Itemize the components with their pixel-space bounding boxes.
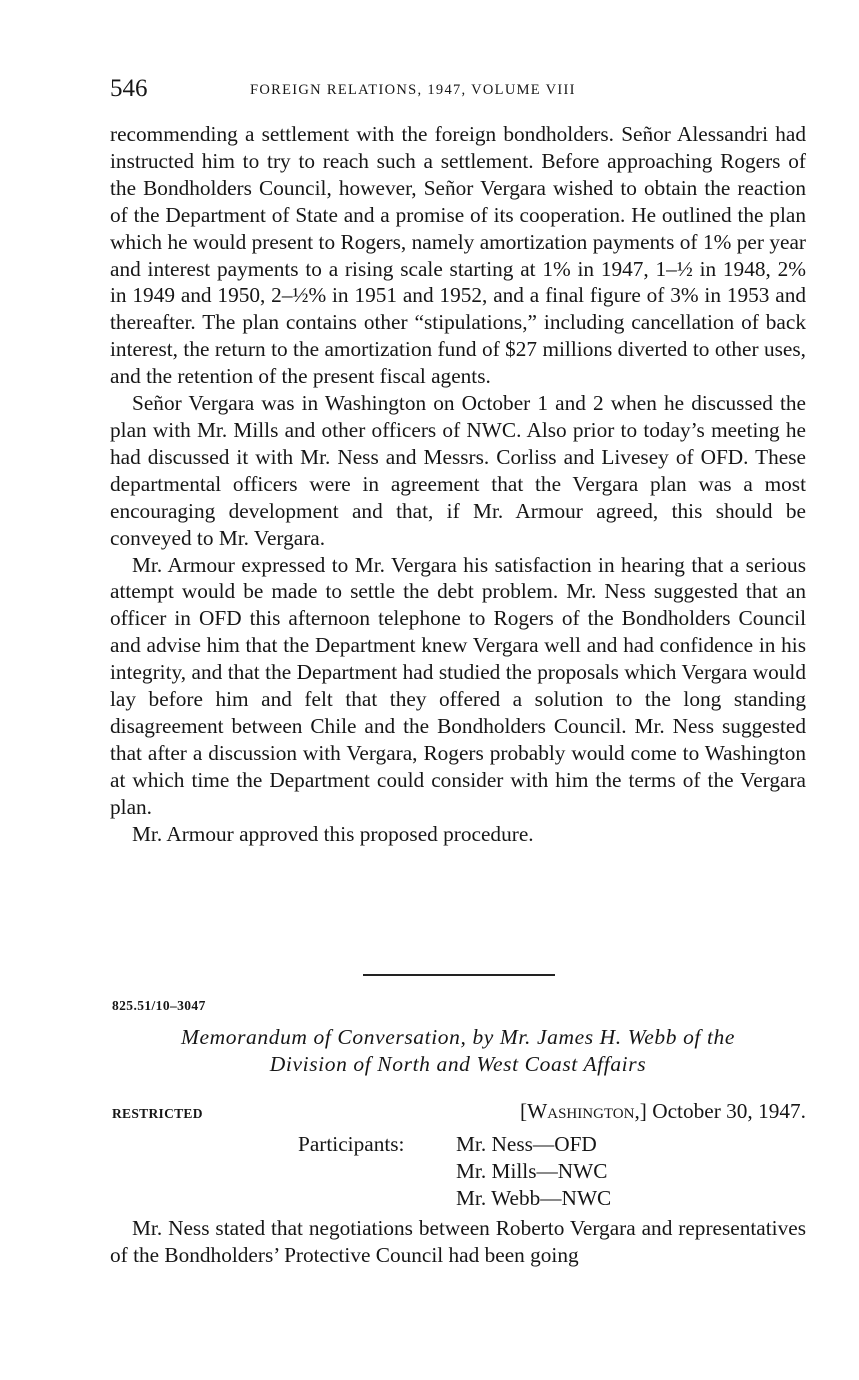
participant: Mr. Ness—OFD — [456, 1132, 597, 1156]
dateline — [520, 1099, 806, 1124]
classification-label: RESTRICTED — [112, 1106, 203, 1121]
participant: Mr. Mills—NWC — [456, 1159, 608, 1183]
page-header — [110, 72, 806, 112]
dateline-date: ,] October 30, 1947. — [634, 1099, 806, 1123]
memorandum-title — [110, 1024, 806, 1078]
file-number: 825.51/10–3047 — [112, 998, 206, 1013]
running-head: FOREIGN RELATIONS, 1947, VOLUME VIII — [250, 82, 576, 98]
participant: Mr. Webb—NWC — [456, 1186, 612, 1210]
memorandum-title-line: Memorandum of Conversation, by Mr. James H. Webb of the — [180, 1025, 736, 1049]
paragraph: Mr. Ness stated that negotiations between Roberto Vergara and representatives of the Bondholders’ Protective Council had been going — [110, 1216, 806, 1267]
section-divider — [363, 974, 555, 976]
paragraph: Mr. Armour expressed to Mr. Vergara his satisfaction in hearing that a serious attempt would be made to settle the debt problem. Mr. Ness suggested that an officer in OFD this afternoon telephone to Rogers of the Bondholders Council and advise him that the Department knew Vergara well and had confidence in his integrity, and that the Department had studied the proposals which Vergara would lay before him and felt that they offered a solution to the long standing disagreement between Chile and the Bondholders Council. Mr. Ness suggested that after a discussion with Vergara, Rogers probably would come to Washington at which time the Department could consider with him the terms of the Vergara plan. — [110, 552, 806, 819]
participants-list — [456, 1131, 611, 1212]
body-text — [110, 121, 806, 847]
memorandum-title-line: Division of North and West Coast Affairs — [269, 1052, 647, 1076]
dateline-bracket: [ — [520, 1099, 528, 1123]
paragraph-continued: recommending a settlement with the foreign bondholders. Señor Alessandri had instructed him to try to reach such a settlement. Before approaching Rogers of the Bondholders Council, however, Señor Vergara wished to obtain the reaction of the Department of State and a promise of its cooperation. He outlined the plan which he would present to Rogers, namely amortization payments of 1% per year and interest payments to a rising scale starting at 1% in 1947, 1–½ in 1948, 2% in 1949 and 1950, 2–½% in 1951 and 1952, and a final figure of 3% in 1953 and thereafter. The plan contains other “stipulations,” including cancellation of back interest, the return to the amortization fund of $27 millions diverted to other uses, and the retention of the present fiscal agents. — [110, 122, 806, 389]
memorandum-body — [110, 1215, 806, 1269]
participants-label: Participants: — [298, 1132, 405, 1156]
dateline-place: Washington — [527, 1099, 635, 1123]
paragraph: Señor Vergara was in Washington on October 1 and 2 when he discussed the plan with Mr. Mills and other officers of NWC. Also prior to today’s meeting he had discussed it with Mr. Ness and Messrs. Corliss and Livesey of OFD. These departmental officers were in agreement that the Vergara plan was a most encouraging development and that, if Mr. Armour agreed, this should be conveyed to Mr. Vergara. — [110, 391, 806, 550]
page-number: 546 — [110, 75, 148, 102]
paragraph: Mr. Armour approved this proposed procedure. — [132, 821, 534, 846]
